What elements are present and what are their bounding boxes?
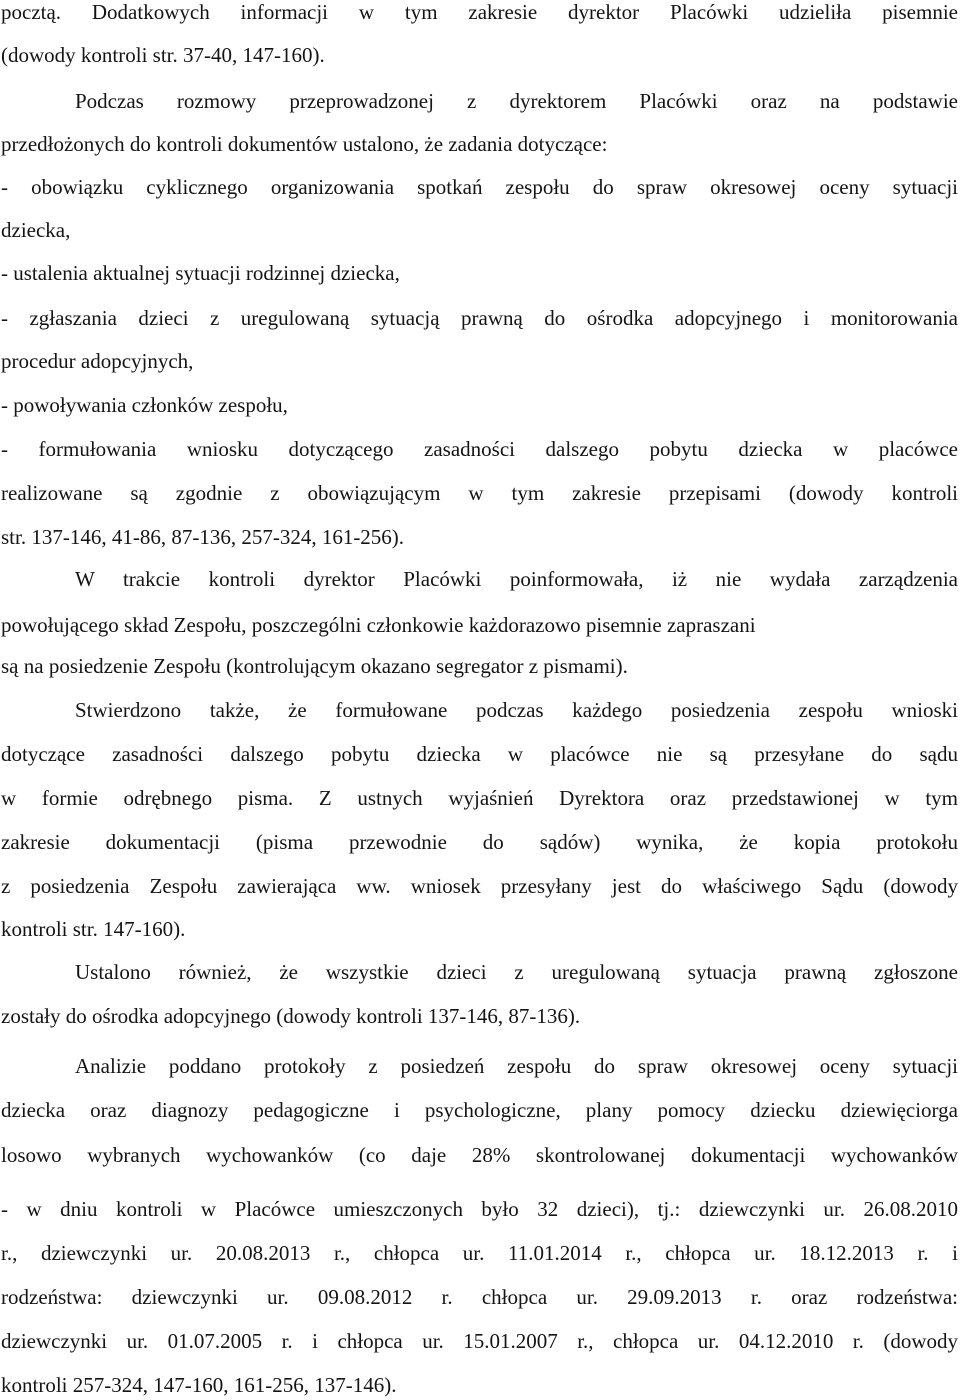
text-line: procedur adopcyjnych, <box>1 349 194 373</box>
text-line: kontroli 257-324, 147-160, 161-256, 137-146). <box>1 1373 397 1397</box>
text-line: powołującego skład Zespołu, poszczególni członkowie każdorazowo pisemnie zapraszani <box>1 613 756 637</box>
text-line: - formułowania wniosku dotyczącego zasadności dalszego pobytu dziecka w placówce <box>1 437 958 461</box>
text-line: W trakcie kontroli dyrektor Placówki poinformowała, iż nie wydała zarządzenia <box>75 567 958 591</box>
text-line: w formie odrębnego pisma. Z ustnych wyjaśnień Dyrektora oraz przedstawionej w tym <box>1 786 958 810</box>
text-line: Stwierdzono także, że formułowane podczas każdego posiedzenia zespołu wnioski <box>75 698 958 722</box>
text-line: Podczas rozmowy przeprowadzonej z dyrektorem Placówki oraz na podstawie <box>75 89 958 113</box>
text-line: r., dziewczynki ur. 20.08.2013 r., chłopca ur. 11.01.2014 r., chłopca ur. 18.12.2013 r. i <box>1 1241 958 1265</box>
text-line: pocztą. Dodatkowych informacji w tym zakresie dyrektor Placówki udzieliła pisemnie <box>1 0 958 24</box>
text-line: losowo wybranych wychowanków (co daje 28% skontrolowanej dokumentacji wychowanków <box>1 1143 958 1167</box>
text-line: dziecka, <box>1 218 71 242</box>
text-line: Analizie poddano protokoły z posiedzeń zespołu do spraw okresowej oceny sytuacji <box>75 1054 958 1078</box>
text-line: zostały do ośrodka adopcyjnego (dowody kontroli 137-146, 87-136). <box>1 1004 581 1028</box>
text-line: dotyczące zasadności dalszego pobytu dziecka w placówce nie są przesyłane do sądu <box>1 742 958 766</box>
text-line: - zgłaszania dzieci z uregulowaną sytuacją prawną do ośrodka adopcyjnego i monitorowania <box>1 306 958 330</box>
text-line: realizowane są zgodnie z obowiązującym w tym zakresie przepisami (dowody kontroli <box>1 481 958 505</box>
text-line: rodzeństwa: dziewczynki ur. 09.08.2012 r. chłopca ur. 29.09.2013 r. oraz rodzeństwa: <box>1 1285 958 1309</box>
text-line: - w dniu kontroli w Placówce umieszczonych było 32 dzieci), tj.: dziewczynki ur. 26.08.2010 <box>1 1197 958 1221</box>
text-line: - powoływania członków zespołu, <box>1 393 288 417</box>
text-line: - ustalenia aktualnej sytuacji rodzinnej dziecka, <box>1 261 400 285</box>
text-line: kontroli str. 147-160). <box>1 917 186 941</box>
text-line: dziewczynki ur. 01.07.2005 r. i chłopca ur. 15.01.2007 r., chłopca ur. 04.12.2010 r. (dowody <box>1 1329 958 1353</box>
text-line: Ustalono również, że wszystkie dzieci z uregulowaną sytuacja prawną zgłoszone <box>75 960 958 984</box>
text-line: str. 137-146, 41-86, 87-136, 257-324, 161-256). <box>1 525 405 549</box>
text-line: (dowody kontroli str. 37-40, 147-160). <box>1 43 325 67</box>
text-line: z posiedzenia Zespołu zawierająca ww. wniosek przesyłany jest do właściwego Sądu (dowody <box>1 874 958 898</box>
text-line: dziecka oraz diagnozy pedagogiczne i psychologiczne, plany pomocy dziecku dziewięciorga <box>1 1098 958 1122</box>
text-line: - obowiązku cyklicznego organizowania spotkań zespołu do spraw okresowej oceny sytuacji <box>1 175 958 199</box>
text-line: są na posiedzenie Zespołu (kontrolującym okazano segregator z pismami). <box>1 654 628 678</box>
text-line: zakresie dokumentacji (pisma przewodnie do sądów) wynika, że kopia protokołu <box>1 830 958 854</box>
text-line: przedłożonych do kontroli dokumentów ustalono, że zadania dotyczące: <box>1 132 608 156</box>
